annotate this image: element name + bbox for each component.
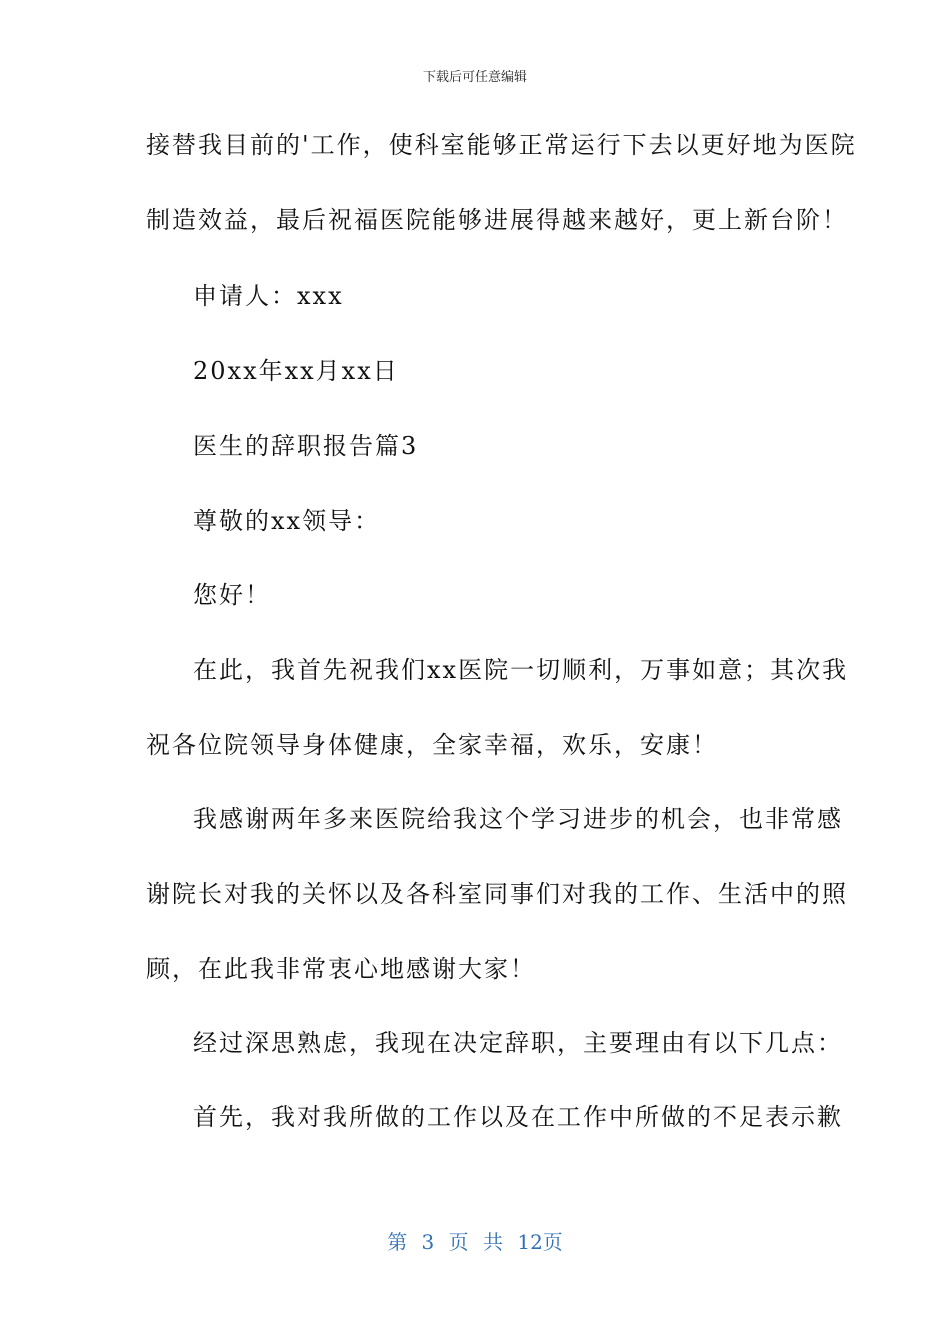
page-header: 下载后可任意编辑: [422, 70, 527, 85]
applicant-line: 申请人：xxx: [193, 282, 344, 310]
paragraph-line: 在此，我首先祝我们xx医院一切顺利，万事如意；其次我: [193, 656, 849, 684]
paragraph-line: 首先，我对我所做的工作以及在工作中所做的不足表示歉: [193, 1103, 843, 1131]
paragraph-line: 谢院长对我的关怀以及各科室同事们对我的工作、生活中的照: [146, 880, 848, 908]
greeting: 您好！: [193, 581, 271, 609]
paragraph-line: 祝各位院领导身体健康，全家幸福，欢乐，安康！: [146, 731, 718, 759]
paragraph-line: 接替我目前的'工作，使科室能够正常运行下去以更好地为医院: [146, 131, 857, 159]
section-title: 医生的辞职报告篇3: [193, 432, 419, 460]
paragraph-line: 经过深思熟虑，我现在决定辞职，主要理由有以下几点：: [193, 1029, 843, 1057]
page-number-footer: 第 3 页 共 12页: [387, 1230, 563, 1254]
date-line: 20xx年xx月xx日: [193, 357, 399, 385]
paragraph-line: 顾，在此我非常衷心地感谢大家！: [146, 955, 536, 983]
salutation: 尊敬的xx领导：: [193, 507, 381, 535]
paragraph-line: 制造效益，最后祝福医院能够进展得越来越好，更上新台阶！: [146, 206, 848, 234]
paragraph-line: 我感谢两年多来医院给我这个学习进步的机会，也非常感: [193, 805, 843, 833]
